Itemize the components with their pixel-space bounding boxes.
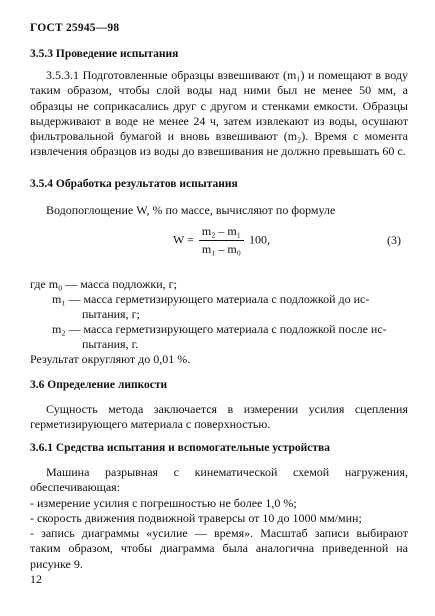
where-line-m2-cont: пытания, г. — [82, 337, 139, 351]
formula-lhs: W = — [173, 232, 194, 247]
formula-denominator: m₁ – m₀ — [201, 242, 241, 256]
result-rounding: Результат округляют до 0,01 %. — [30, 352, 191, 366]
formula-intro: Водопоглощение W, % по массе, вычисляют по формуле — [46, 203, 336, 217]
section-title-3-5-4: 3.5.4 Обработка результатов испытания — [30, 178, 238, 190]
paragraph-3-6: Сущность метода заключается в измерении усилия сцепления герметизирующего материала с поверхностью. — [30, 402, 408, 432]
equation-number: (3) — [387, 233, 401, 247]
section-title-3-5-3: 3.5.3 Проведение испытания — [30, 48, 179, 60]
section-title-3-6-1: 3.6.1 Средства испытания и вспомогательные устройства — [30, 442, 331, 454]
page-number: 12 — [30, 572, 42, 586]
list-item-last: - запись диаграммы «усилие — время». Масштаб записи выбирают таким образом, чтобы диаграмма была аналогична приведенной на рисунке 9. — [30, 526, 408, 571]
where-line-m0: где m₀ — масса подложки, г; — [30, 277, 177, 291]
where-line-m1: m₁ — масса герметизирующего материала с подложкой до ис- — [52, 292, 370, 306]
formula-factor: 100, — [248, 232, 270, 247]
formula-3 — [173, 224, 270, 257]
paragraph-3-6-1: Машина разрывная с кинематической схемой нагружения, обеспечивающая: — [30, 465, 408, 495]
formula-numerator: m₂ – m₁ — [199, 224, 244, 241]
list-item: - измерение усилия с погрешностью не более 1,0 %; — [30, 496, 297, 510]
list-item: - скорость движения подвижной траверсы от 10 до 1000 мм/мин; — [30, 511, 362, 525]
document-header: ГОСТ 25945—98 — [30, 22, 120, 34]
paragraph-3-5-3-1: 3.5.3.1 Подготовленные образцы взвешивают (m₁) и помещают в воду таким образом, чтобы слой воды над ними был не менее 50 мм, а образцы не соприкасались друг с другом и стенками емкости. Образцы выдерживают в воде не менее 24 ч, затем извлекают из воды, осушают фильтровальной бумагой и вновь взвешивают (m₂). Время с момента извлечения образцов из воды до взвешивания не должно превышать 60 с. — [30, 68, 408, 159]
where-line-m2: m₂ — масса герметизирующего материала с подложкой после ис- — [52, 322, 387, 336]
section-title-3-6: 3.6 Определение липкости — [30, 379, 168, 391]
where-line-m1-cont: пытания, г; — [82, 307, 140, 321]
formula-fraction — [199, 224, 244, 257]
